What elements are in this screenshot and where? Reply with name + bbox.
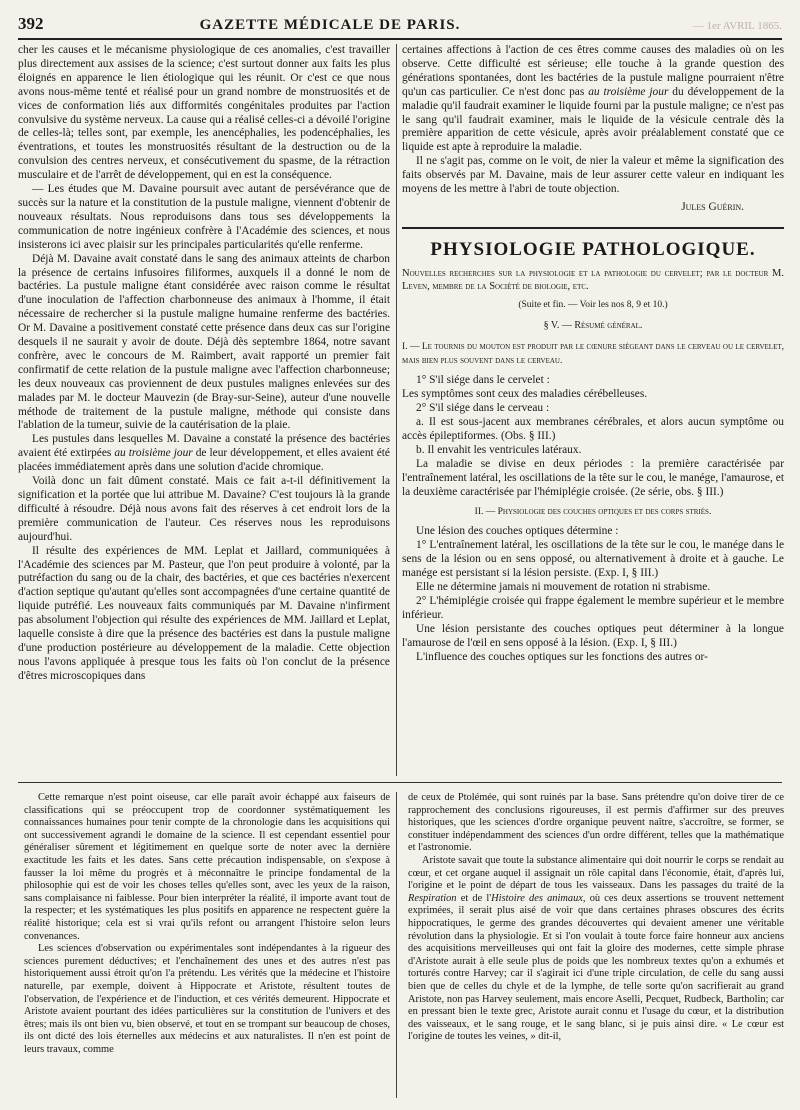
list-line: 1° S'il siége dans le cervelet :: [416, 374, 550, 387]
journal-title: GAZETTE MÉDICALE DE PARIS.: [199, 17, 461, 33]
column-top-left: [18, 44, 397, 776]
column-top-right: [402, 44, 784, 776]
text-run: Aristote savait que toute la substance alimentaire qui doit nourrir le corps se rendait au cœur, et cet organe auquel il assignait un rôle capital dans l'économie, était, d'après lui, l'origine et le point de départ de tous les vaisseaux. Dans les passages du traité de la: [408, 854, 784, 892]
section-rule: [402, 227, 784, 229]
paragraph: Voilà donc un fait dûment constaté. Mais ce fait a-t-il définitivement la signification et la portée que lui attribue M. Davaine? C'est toujours là la grande difficulté à résoudre. Déjà nous avons fait des réserves à cet endroit lors de la première communication de l'auteur. Ces réserves nous les reproduisons aujourd'hui.: [18, 475, 390, 543]
continuation-note: (Suite et fin. — Voir les nos 8, 9 et 10.): [518, 299, 668, 310]
paragraph: de ceux de Ptolémée, qui sont ruinés par la base. Sans prétendre qu'on doive tirer de ce rapprochement des conclusions rigoureuses, il est permis d'affirmer sur des preuves historiques, que les sciences d'ordre organique peuvent naître, s'accroître, se former, se constituer indépendamment des sciences d'un ordre différent, telles que la mathématique et l'astronomie.: [408, 792, 784, 854]
paragraph: 2° L'hémiplégie croisée qui frappe également le membre supérieur et le membre inférieur.: [402, 595, 784, 621]
text-run: et de l': [456, 892, 492, 904]
page-number: 392: [18, 14, 44, 33]
paragraph: Cette remarque n'est point oiseuse, car elle paraît avoir échappé aux faiseurs de classifications qui se préoccupent trop de coordonner systématiquement les connaissances humaines pour tenir compte de la chronologie dans les acquisitions qui ont successivement agrandi le domaine de la science. Il est cependant essentiel pour généraliser sûrement et légitimement en quelque sorte de noter avec la dernière exactitude les faits et les dates. Sans cette précaution indispensable, on s'expose à fausser la loi même du progrès et à méconnaître le principe fondamental de la philosophie qui est de voir les choses telles qu'elles sont, avec les yeux de la raison, sans complaisance ni faiblesse. Pour bien interpréter la réalité, il importe avant tout de la respecter; et les systématiques les plus positifs en apparence ne respectent guère la réalité historique; cela est si vrai qu'ils refont ou arrangent l'histoire selon leurs convenances.: [24, 792, 390, 942]
list-line: b. Il envahit les ventricules latéraux.: [416, 443, 582, 456]
paragraph: Il résulte des expériences de MM. Leplat et Jaillard, communiquées à l'Académie des sciences par M. Pasteur, que l'on peut produire à volonté, par la putréfaction du sang ou de la chair, des bactéries, et que ces bactéries n'exercent d'action septique qu'autant qu'elles sont accompagnées d'une certaine quantité de liquide putréfié. Les nouveaux faits communiqués par M. Davaine n'infirment pas absolument l'objection qui résulte des expériences de MM. Jaillard et Leplat, laquelle consiste à dire que la présence des bactéries est dans la pustule maligne d'une production postérieure au développement de la maladie. Cette objection nous l'avons appliquée à presque tous les faits où l'on conclut de la présence d'êtres microscopiques dans: [18, 544, 390, 682]
list-line: Les symptômes sont ceux des maladies cérébelleuses.: [402, 388, 648, 401]
paragraph: 1° L'entraînement latéral, les oscillations de la tête sur le cou, le manége dans le sens de la lésion ou en sens opposé, ou alternativement à droite et à gauche. Le manége est persistant si la lésion persiste. (Exp. I, § III.): [402, 539, 784, 580]
paragraph: [402, 44, 784, 155]
list-line: 2° S'il siége dans le cerveau :: [416, 402, 550, 415]
paragraph: Il ne s'agit pas, comme on le voit, de nier la valeur et même la signification des faits observés par M. Davaine, mais de leur assurer cette valeur en indiquant les moyens de les mettre à l'abri de toute objection.: [402, 155, 784, 196]
article-subtitle: Nouvelles recherches sur la physiologie et la pathologie du cervelet; par le docteur M. Leven, membre de la Société de biologie, etc.: [402, 267, 784, 292]
paragraph: Les sciences d'observation ou expérimentales sont indépendantes à la rigueur des sciences purement déductives; et l'enchaînement des unes et des autres n'est pas historiquement aussi étroit qu'on l'a prétendu. Les vérités que la médecine et l'histoire naturelle, par exemple, doivent à Hippocrate et Aristote, résultent toutes de l'observation, de l'expérience et de l'induction, et ces vérités demeurent. Hippocrate et Aristote avaient pourtant des idées particulières sur la constitution de l'univers et des êtres; mais ils ont bien vu, bien observé, et tout en se trompant sur beaucoup de choses, ils ont dicté des lois éternelles aux médecins et aux naturalistes. Il n'en est point de leurs travaux, comme: [24, 943, 390, 1055]
paragraph: cher les causes et le mécanisme physiologique de ces anomalies, c'est travailler plus directement aux assises de la science; c'est surtout donner aux faits les plus éloignés en apparence le lien étiologique qui les réunit. Or c'est ce que nous avons nous-même tenté et réalisé pour un grand nombre de monstruosités et de vices de conformation liés aux difformités congénitales produites par l'action convulsive du système nerveux. La cause qui a réalisé celles-ci a dévoilé l'origine de celles-là; telles sont, par exemple, les anencéphalies, les podencéphalies, les éventrations, et toutes les monstruosités résultant de la destruction ou de la convulsion des centres nerveux, et consécutivement du spasme, de la rétraction musculaire et de l'arrêt de développement, qui en est la conséquence.: [18, 44, 390, 182]
author-signature: Jules Guérin.: [681, 200, 744, 213]
paragraph: Déjà M. Davaine avait constaté dans le sang des animaux atteints de charbon la présence de certains infusoires filiformes, auxquels il a donné le nom de bactéries. La pustule maligne étant considérée avec raison comme le résultat d'une inoculation de l'affection charbonneuse des animaux à l'homme, il était nécessaire de rechercher si la pustule maligne humaine renferme des bactéries. Or M. Davaine a positivement constaté cette présence dans deux cas sur l'origine desquels il ne saurait y avoir de doute. Déjà dès septembre 1864, notre savant confrère, avec le concours de M. Raimbert, avait rapporté un premier fait confirmatif de cette relation de la pustule maligne avec l'affection charbonneuse; les deux nouveaux cas proviennent de deux pustules malignes enlevées sur des malades par M. le docteur Mauvezin (de Bray-sur-Seine), auteur d'une nouvelle méthode de traitement de la pustule maligne, méthode qui consiste dans l'ablation de la tumeur, suivie de la cautérisation de la plaie.: [18, 252, 390, 432]
section-title: PHYSIOLOGIE PATHOLOGIQUE.: [430, 238, 756, 260]
paragraph: Elle ne détermine jamais ni mouvement de rotation ni strabisme.: [416, 581, 711, 594]
italic-run: au troisième jour: [588, 85, 669, 98]
paragraph: [18, 433, 390, 475]
text-run: du développement de la maladie qu'il faudrait examiner le liquide fourni par la pustule maligne; ce n'est pas le sang qu'il faudrait examiner, mais le liquide de la vésicule centrale dès la première apparition de cette vésicule, après avoir préalablement constaté que ce liquide est apte à reproduire la maladie.: [402, 85, 784, 154]
paragraph: L'influence des couches optiques sur les fonctions des autres or-: [416, 650, 708, 663]
subsection-title: I. — Le tournis du mouton est produit par le cœnure siégeant dans le cerveau ou le cervelet, mais bien plus souvent dans le cerveau.: [402, 341, 784, 366]
page-header: [18, 14, 782, 40]
paragraph: Une lésion persistante des couches optiques peut déterminer à la longue l'amaurose de l'œil en sens opposé à la lésion. (Exp. I, § III.): [402, 622, 784, 649]
feuilleton-divider: [18, 782, 782, 783]
subsection-heading: § V. — Résumé général.: [543, 319, 643, 331]
text-run: , où ces deux assertions se trouvent nettement exprimées, il serait plus aisé de voir que dans certaines phrases obscures des écrits hippocratiques, le germe des grandes découvertes qui devaient amener une véritable révolution dans la physiologie. Et si l'on voulait à toute force faire honneur aux anciens des acquisitions merveilleuses qui ont fait la gloire des modernes, cette simple phrase d'Aristote aurait à elle seule plus de poids que les nombreux textes qu'on a exhumés et torturés contre Harvey; car il s'agirait ici d'une triple circulation, de celle du sang aussi bien que de celles du chyle et de la lymphe, de telle sorte qu'on sacrifierait au grand Aristote, non pas Harvey seulement, mais encore Aselli, Pecquet, Rudbeck, Bartholin; car en pressant bien le texte grec, Aristote aurait connu et l'usage du cœur, et la distribution des vaisseaux, et le sang rouge, et le sang blanc, si je puis ainsi dire. « Le cœur est l'origine de toutes les veines, » dit-il,: [408, 892, 784, 1043]
list-line: a. Il est sous-jacent aux membranes cérébrales, et alors aucun symptôme ou accès épileptiformes. (Obs. § III.): [402, 416, 784, 443]
bleed-through-text: — 1er AVRIL 1865.: [692, 20, 782, 32]
paragraph: [408, 855, 784, 1044]
italic-run: au troisième jour: [114, 447, 193, 460]
paragraph: — Les études que M. Davaine poursuit avec autant de persévérance que de succès sur la nature et la constitution de la pustule maligne, viennent d'obtenir de nouveaux résultats. Nous reproduisons dans tous ses développements la communication de notre ingénieux confrère à l'Académie des sciences, et nous insisterons ici avec plaisir sur les principales particularités qu'elle renferme.: [18, 183, 390, 251]
text-run: certaines affections à l'action de ces êtres comme causes des maladies où on les observe. Cette difficulté est sérieuse; elle touche à la grande question des générations spontanées, dont les bactéries de la pustule maligne pourraient n'être qu'un cas particulier. Ce n'est donc pas: [402, 44, 784, 98]
column-bottom-left: [24, 792, 397, 1098]
column-bottom-right: [408, 792, 784, 1098]
text-run: de leur développement, et elles avaient été placées immédiatement après dans une solution d'acide chromique.: [18, 447, 390, 474]
paragraph: Une lésion des couches optiques détermine :: [416, 525, 619, 538]
subsection-title: II. — Physiologie des couches optiques et des corps striés.: [474, 506, 712, 517]
italic-run: Histoire des animaux: [491, 892, 583, 904]
italic-run: Respiration: [408, 892, 457, 904]
text-run: Les pustules dans lesquelles M. Davaine a constaté la présence des bactéries avaient été extirpées: [18, 433, 390, 460]
paragraph: La maladie se divise en deux périodes : la première caractérisée par l'entraînement latéral, les oscillations de la tête sur le cou, le manége, l'amaurose, et la deuxième caractérisée par l'hémiplégie croisée. (2e série, obs. § III.): [402, 457, 784, 498]
